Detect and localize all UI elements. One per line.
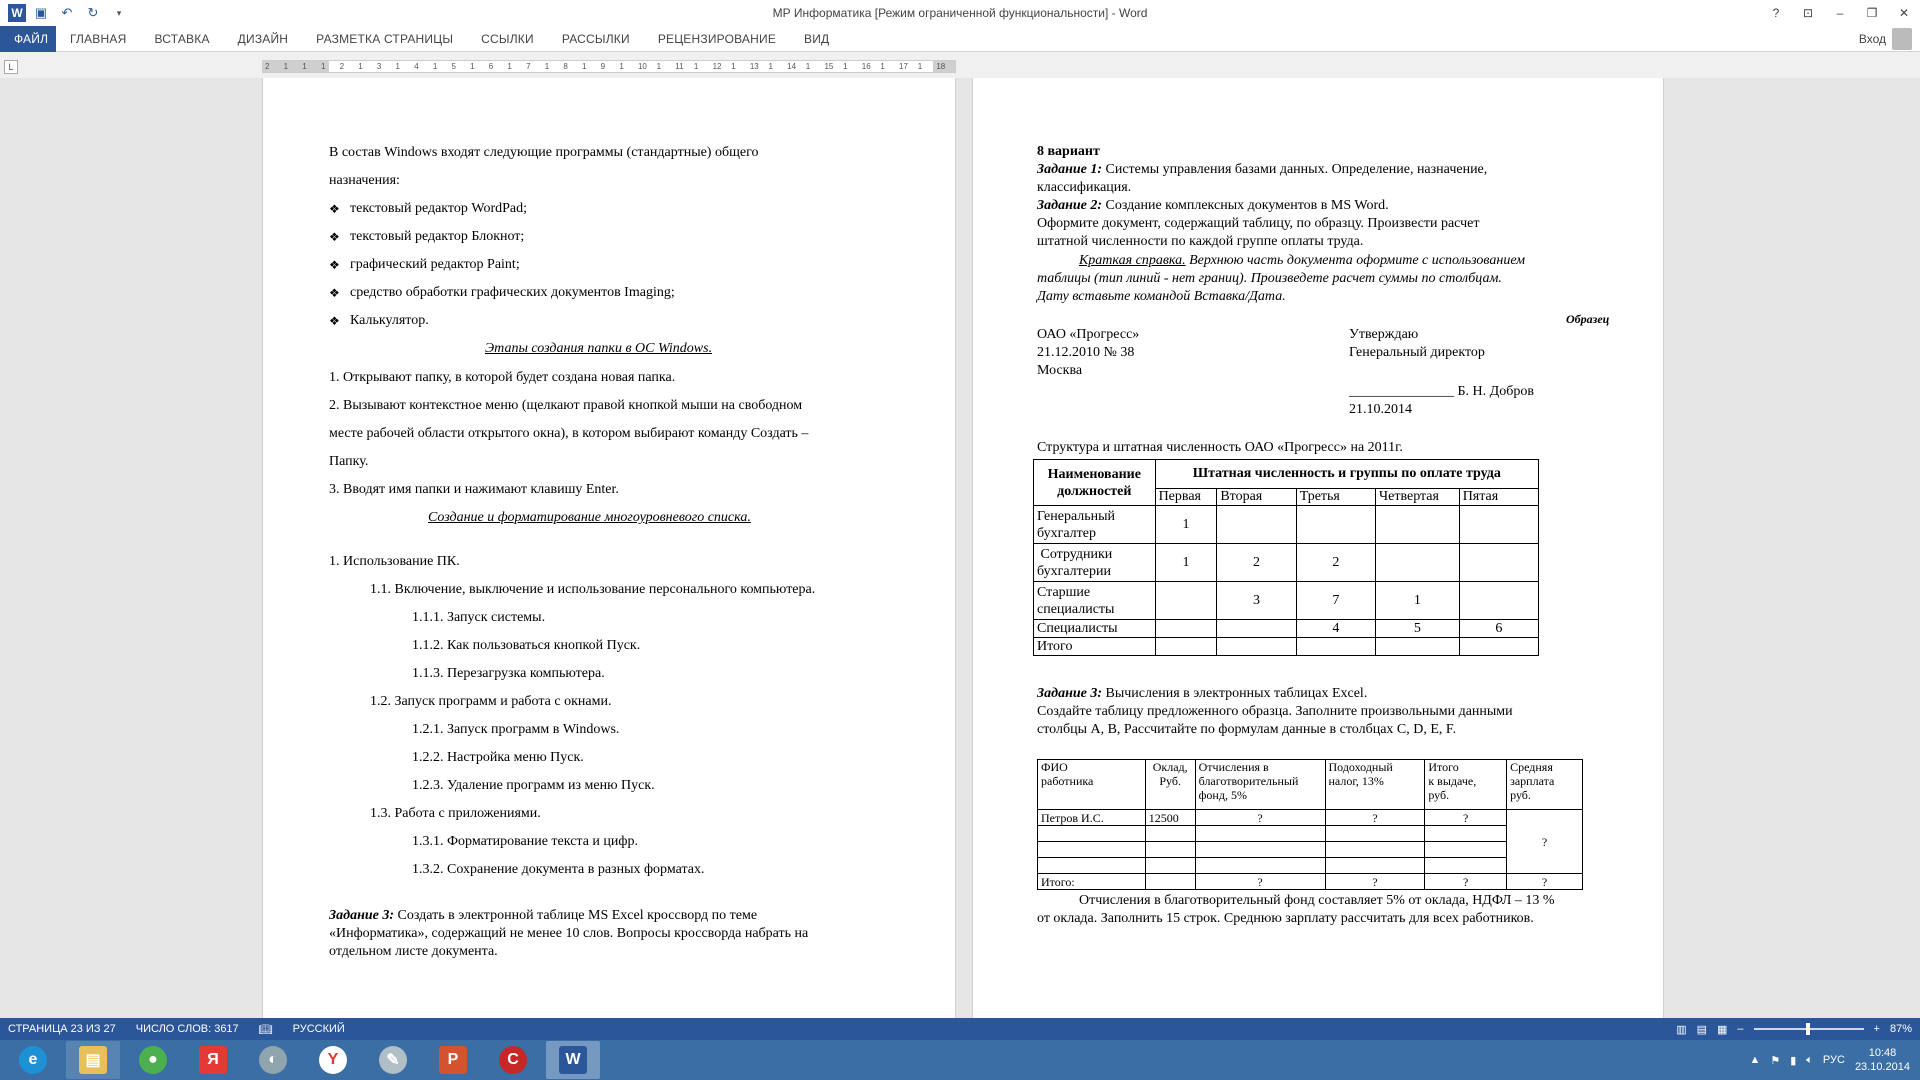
- sample-label: Образец: [1566, 312, 1610, 326]
- yandex-taskbar-icon[interactable]: Я: [186, 1041, 240, 1079]
- paint-taskbar-icon[interactable]: ✎: [366, 1041, 420, 1079]
- powerpoint-taskbar-icon[interactable]: P: [426, 1041, 480, 1079]
- ruler-tick: 14: [787, 62, 797, 71]
- note-line2: таблицы (тип линий - нет границ). Произведете расчет суммы по столбцам.: [1037, 271, 1502, 286]
- explorer-taskbar-icon[interactable]: ▤: [66, 1041, 120, 1079]
- volume-icon[interactable]: 🔈︎: [1806, 1053, 1813, 1066]
- director-title: Генеральный директор: [1349, 345, 1485, 360]
- tab-page-layout[interactable]: РАЗМЕТКА СТРАНИЦЫ: [316, 31, 454, 46]
- table-row: [1038, 842, 1583, 858]
- cell: Петров И.С.: [1038, 810, 1146, 826]
- table-row: [1038, 826, 1583, 842]
- org-name: ОАО «Прогресс»: [1037, 327, 1140, 342]
- cell: [1459, 638, 1538, 656]
- ie-taskbar-icon[interactable]: e: [6, 1041, 60, 1079]
- status-bar: [0, 1018, 1920, 1040]
- variant-title: 8 вариант: [1037, 144, 1100, 159]
- cell: 2: [1296, 544, 1375, 582]
- group-header: Вторая: [1217, 489, 1296, 506]
- taskbar: [0, 1040, 1920, 1080]
- row-name: Старшие специалисты: [1034, 582, 1156, 620]
- approve-label: Утверждаю: [1349, 327, 1419, 342]
- tab-home[interactable]: ГЛАВНАЯ: [70, 31, 127, 46]
- task1-label: Задание 1:: [1037, 162, 1103, 177]
- list-item: 1.1. Включение, выключение и использование персонального компьютера.: [370, 582, 816, 597]
- quick-access-toolbar: [0, 0, 130, 26]
- intro-line2: назначения:: [329, 173, 400, 188]
- cell: [1217, 620, 1296, 638]
- page-count[interactable]: СТРАНИЦА 23 ИЗ 27: [8, 1023, 116, 1035]
- cell: ?: [1425, 874, 1507, 890]
- ruler-tick: 1: [768, 62, 773, 71]
- cell: ?: [1507, 874, 1583, 890]
- org-date: 21.12.2010 № 38: [1037, 345, 1135, 360]
- task3b-label: Задание 3:: [1037, 686, 1103, 701]
- list-item: 1.3. Работа с приложениями.: [370, 806, 541, 821]
- cell: 1: [1155, 544, 1217, 582]
- window-controls: [1760, 0, 1920, 26]
- note-label: Краткая справка.: [1079, 253, 1186, 268]
- list-item: 1.2.2. Настройка меню Пуск.: [412, 750, 584, 765]
- table-row: [1038, 874, 1583, 890]
- ruler-tick: 12: [712, 62, 722, 71]
- ruler-tick: 1: [302, 62, 307, 71]
- bullet-item: Калькулятор.: [350, 313, 429, 328]
- table-row: [1038, 810, 1583, 826]
- cell: [1296, 506, 1375, 544]
- sign-in-label[interactable]: Вход: [1858, 32, 1886, 46]
- ruler-tick: 3: [376, 62, 382, 71]
- bullet-icon: ❖: [329, 230, 340, 244]
- ruler-tick: 15: [824, 62, 834, 71]
- tab-design[interactable]: ДИЗАЙН: [237, 31, 289, 46]
- bullet-item: текстовый редактор Блокнот;: [350, 229, 525, 244]
- ruler-tick: 1: [656, 62, 662, 71]
- sign-in[interactable]: [1859, 26, 1912, 52]
- list-item: 1.2.1. Запуск программ в Windows.: [412, 722, 620, 737]
- list-item: 1.3.1. Форматирование текста и цифр.: [412, 834, 638, 849]
- ruler-tick: 11: [675, 62, 684, 71]
- excel-sample-table[interactable]: [1037, 759, 1583, 890]
- task2-label: Задание 2:: [1037, 198, 1103, 213]
- ruler-tick: 1: [507, 62, 512, 71]
- row-name: Итого: [1034, 638, 1156, 656]
- zoom-out-button[interactable]: –: [1737, 1023, 1744, 1035]
- cell: [1459, 544, 1538, 582]
- ruler-tick: 5: [451, 62, 456, 71]
- ruler-tick: 1: [693, 62, 699, 71]
- web-layout-icon[interactable]: ▦: [1717, 1023, 1728, 1036]
- ruler-tick: 1: [843, 62, 848, 71]
- read-mode-icon[interactable]: ▥: [1676, 1023, 1687, 1036]
- ruler-tick: 16: [861, 62, 871, 71]
- ruler-left-margin: [263, 61, 329, 72]
- ruler-tick: 17: [899, 62, 908, 71]
- step-line: 1. Открывают папку, в которой будет создана новая папка.: [329, 370, 676, 385]
- director-signature: _______________ Б. Н. Добров: [1349, 384, 1534, 399]
- bullet-icon: ❖: [329, 258, 340, 272]
- ruler-tick: 2: [339, 62, 345, 71]
- bullet-icon: ❖: [329, 314, 340, 328]
- ruler-tick: 18: [936, 62, 946, 71]
- excel-header: Средняя зарплата руб.: [1507, 760, 1583, 810]
- ruler-tick: 13: [749, 62, 759, 71]
- ruler-tick: 4: [414, 62, 419, 71]
- ruler-tick: 1: [619, 62, 624, 71]
- yandex-browser-taskbar-icon[interactable]: Y: [306, 1041, 360, 1079]
- title-bar: [0, 0, 1920, 26]
- list-item: 1.1.3. Перезагрузка компьютера.: [412, 666, 605, 681]
- excel-header: Подоходный налог, 13%: [1325, 760, 1425, 810]
- system-tray: [1749, 1040, 1910, 1080]
- bullet-item: средство обработки графических документов Imaging;: [350, 285, 675, 300]
- word-logo-icon: W: [8, 4, 26, 22]
- document-workspace[interactable]: [0, 78, 1920, 1018]
- intro-line1: В состав Windows входят следующие программы (стандартные) общего: [329, 145, 759, 160]
- language-indicator[interactable]: РУССКИЙ: [292, 1023, 345, 1035]
- tab-file[interactable]: ФАЙЛ: [0, 26, 56, 52]
- ruler-tick: 1: [880, 62, 885, 71]
- cell: [1459, 506, 1538, 544]
- ruler-tick: 10: [637, 62, 647, 71]
- tab-view[interactable]: ВИД: [804, 31, 830, 46]
- cell: 5: [1376, 620, 1460, 638]
- task2-line3: штатной численности по каждой группе оплаты труда.: [1037, 234, 1364, 249]
- tab-mailings[interactable]: РАССЫЛКИ: [561, 31, 630, 46]
- task3-line3: отдельном листе документа.: [329, 944, 498, 959]
- staff-header-group: Штатная численность и группы по оплате труда: [1155, 460, 1538, 489]
- list-item: 1.1.2. Как пользоваться кнопкой Пуск.: [412, 638, 641, 653]
- step-line: 3. Вводят имя папки и нажимают клавишу Enter.: [329, 482, 619, 497]
- table-row: [1034, 582, 1539, 620]
- ruler-tick: 1: [731, 62, 736, 71]
- task1-line: [1037, 162, 1487, 178]
- cell: [1459, 582, 1538, 620]
- row-name: Сотрудники бухгалтерии: [1034, 544, 1156, 582]
- group-header: Четвертая: [1376, 489, 1460, 506]
- cell: [1376, 638, 1460, 656]
- cell: [1155, 638, 1217, 656]
- cell-average: ?: [1507, 810, 1583, 874]
- list-item: 1.3.2. Сохранение документа в разных форматах.: [412, 862, 705, 877]
- close-button[interactable]: ✕: [1898, 6, 1910, 20]
- ruler-tick: 1: [283, 62, 289, 71]
- window-title: МР Информатика [Режим ограниченной функциональности] - Word: [772, 6, 1148, 20]
- tab-selector-button[interactable]: L: [4, 60, 18, 74]
- cell: [1155, 582, 1217, 620]
- note-text: Верхнюю часть документа оформите с использованием: [1185, 253, 1526, 268]
- clock-date: 23.10.2014: [1854, 1061, 1910, 1073]
- document-page-left[interactable]: [262, 78, 956, 1018]
- minimize-button[interactable]: –: [1836, 6, 1844, 20]
- structure-title: Структура и штатная численность ОАО «Прогресс» на 2011г.: [1037, 440, 1403, 455]
- help-button[interactable]: ?: [1772, 6, 1780, 20]
- step-line: 2. Вызывают контекстное меню (щелкают правой кнопкой мыши на свободном: [329, 398, 803, 413]
- cell: ?: [1195, 874, 1325, 890]
- restore-button[interactable]: ❐: [1866, 6, 1878, 20]
- task2-text: Создание комплексных документов в MS Word.: [1102, 198, 1389, 213]
- tab-insert[interactable]: ВСТАВКА: [154, 31, 210, 46]
- show-hidden-icons[interactable]: ▲: [1749, 1054, 1761, 1066]
- excel-header: Отчисления в благотворительный фонд, 5%: [1195, 760, 1325, 810]
- ruler-tick: 1: [917, 62, 923, 71]
- clock-time: 10:48: [1868, 1047, 1897, 1059]
- zoom-slider[interactable]: [1754, 1028, 1864, 1030]
- approve-date: 21.10.2014: [1349, 402, 1412, 417]
- task2-line: [1037, 198, 1389, 214]
- task1-text: Системы управления базами данных. Определение, назначение,: [1102, 162, 1488, 177]
- word-taskbar-icon[interactable]: W: [546, 1041, 600, 1079]
- excel-header: ФИО работника: [1038, 760, 1146, 810]
- row-name: Генеральный бухгалтер: [1034, 506, 1156, 544]
- cell: [1217, 638, 1296, 656]
- bullet-item: графический редактор Paint;: [350, 257, 520, 272]
- ruler-tick: 9: [600, 62, 606, 71]
- table-row: [1034, 544, 1539, 582]
- table-row: [1034, 638, 1539, 656]
- cell: Итого:: [1038, 874, 1146, 890]
- ruler-tick: 7: [526, 62, 531, 71]
- list-item: 1.2.3. Удаление программ из меню Пуск.: [412, 778, 655, 793]
- task3b-line1: [1037, 686, 1367, 702]
- note-line1: [1079, 253, 1525, 269]
- zoom-level[interactable]: 87%: [1889, 1023, 1912, 1035]
- customize-toolbar-icon[interactable]: ▾: [116, 7, 122, 18]
- cell: [1145, 874, 1195, 890]
- footer-line1: Отчисления в благотворительный фонд составляет 5% от оклада, НДФЛ – 13 %: [1079, 893, 1555, 908]
- list-item: 1.1.1. Запуск системы.: [412, 610, 546, 625]
- undo-icon[interactable]: ↶: [61, 5, 73, 20]
- cell: [1217, 506, 1296, 544]
- ribbon-tabs: [0, 26, 1920, 52]
- input-language[interactable]: РУС: [1822, 1054, 1845, 1066]
- cell: ?: [1325, 874, 1425, 890]
- staff-table[interactable]: [1033, 459, 1539, 656]
- ribbon-display-button[interactable]: ⊡: [1802, 6, 1814, 20]
- chrome-taskbar-icon[interactable]: ●: [126, 1041, 180, 1079]
- ruler-tick: 1: [805, 62, 811, 71]
- heading-folder-steps: Этапы создания папки в ОС Windows.: [485, 341, 713, 356]
- list-item: 1. Использование ПК.: [329, 554, 460, 569]
- task2-line2: Оформите документ, содержащий таблицу, по образцу. Произвести расчет: [1037, 216, 1480, 231]
- document-page-right[interactable]: [972, 78, 1664, 1018]
- cell: ?: [1325, 810, 1425, 826]
- bullet-icon: ❖: [329, 286, 340, 300]
- task3-line2: «Информатика», содержащий не менее 10 слов. Вопросы кроссворда набрать на: [329, 926, 809, 941]
- table-row: [1038, 858, 1583, 874]
- group-header: Первая: [1155, 489, 1217, 506]
- ruler-tick: 1: [470, 62, 475, 71]
- task3-line1: [329, 908, 757, 924]
- cell: [1155, 620, 1217, 638]
- table-row: [1034, 506, 1539, 544]
- zoom-in-button[interactable]: +: [1873, 1023, 1880, 1035]
- group-header: Пятая: [1459, 489, 1538, 506]
- ruler-tick: 1: [432, 62, 438, 71]
- proofing-icon[interactable]: 📖︎: [258, 1023, 273, 1036]
- step-line: месте рабочей области открытого окна), в котором выбирают команду Создать –: [329, 426, 809, 441]
- clock[interactable]: [1855, 1046, 1910, 1074]
- task3b-line2: Создайте таблицу предложенного образца. Заполните произвольными данными: [1037, 704, 1513, 719]
- tab-references[interactable]: ССЫЛКИ: [481, 31, 534, 46]
- task3-label: Задание 3:: [329, 908, 395, 923]
- cell: 4: [1296, 620, 1375, 638]
- staff-header-name: Наименование должностей: [1034, 460, 1156, 506]
- network-icon[interactable]: ▮: [1790, 1054, 1797, 1067]
- cell: [1376, 544, 1460, 582]
- bullet-item: текстовый редактор WordPad;: [350, 201, 528, 216]
- list-item: 1.2. Запуск программ и работа с окнами.: [370, 694, 612, 709]
- cell: 2: [1217, 544, 1296, 582]
- ruler-tick: 6: [488, 62, 494, 71]
- ruler-tick: 1: [358, 62, 363, 71]
- save-icon[interactable]: ▣: [34, 5, 48, 20]
- zoom-slider-knob[interactable]: [1806, 1023, 1810, 1035]
- ruler-tick: 2: [265, 62, 270, 71]
- view-controls: [1676, 1018, 1912, 1040]
- cell: 6: [1459, 620, 1538, 638]
- table-row: [1034, 620, 1539, 638]
- ruler-tick: 8: [563, 62, 568, 71]
- excel-header: Оклад, Руб.: [1145, 760, 1195, 810]
- task3b-text: Вычисления в электронных таблицах Excel.: [1102, 686, 1368, 701]
- cell: 1: [1155, 506, 1217, 544]
- cell: [1376, 506, 1460, 544]
- print-layout-icon[interactable]: ▤: [1696, 1023, 1707, 1036]
- group-header: Третья: [1296, 489, 1375, 506]
- cell: ?: [1425, 810, 1507, 826]
- ruler-tick: 1: [320, 62, 326, 71]
- redo-icon[interactable]: ↻: [87, 5, 99, 20]
- cell: 7: [1296, 582, 1375, 620]
- heading-multilevel-list: Создание и форматирование многоуровневого списка.: [428, 510, 751, 525]
- avatar-icon: [1892, 28, 1912, 50]
- org-city: Москва: [1037, 363, 1083, 378]
- task1-line2: классификация.: [1037, 180, 1132, 195]
- ruler-tick: 1: [395, 62, 400, 71]
- cell: [1296, 638, 1375, 656]
- excel-header: Итого к выдаче, руб.: [1425, 760, 1507, 810]
- task3b-line3: столбцы А, В, Рассчитайте по формулам данные в столбцах С, D, E, F.: [1037, 722, 1457, 737]
- recorder-taskbar-icon[interactable]: C: [486, 1041, 540, 1079]
- note-line3: Дату вставьте командой Вставка/Дата.: [1037, 289, 1286, 304]
- tab-review[interactable]: РЕЦЕНЗИРОВАНИЕ: [657, 31, 777, 46]
- cell: 3: [1217, 582, 1296, 620]
- cell: 1: [1376, 582, 1460, 620]
- media-taskbar-icon[interactable]: ◐: [246, 1041, 300, 1079]
- step-line: Папку.: [329, 454, 369, 469]
- task3-text: Создать в электронной таблице MS Excel кроссворд по теме: [394, 908, 758, 923]
- cell: ?: [1195, 810, 1325, 826]
- ruler-tick: 1: [544, 62, 550, 71]
- row-name: Специалисты: [1034, 620, 1156, 638]
- cell: 12500: [1145, 810, 1195, 826]
- horizontal-ruler[interactable]: [262, 60, 956, 73]
- ruler-tick: 1: [582, 62, 587, 71]
- footer-line2: от оклада. Заполнить 15 строк. Среднюю зарплату рассчитать для всех работников.: [1037, 911, 1534, 926]
- word-count[interactable]: ЧИСЛО СЛОВ: 3617: [135, 1023, 239, 1035]
- bullet-icon: ❖: [329, 202, 340, 216]
- flag-icon[interactable]: ⚑: [1770, 1054, 1781, 1067]
